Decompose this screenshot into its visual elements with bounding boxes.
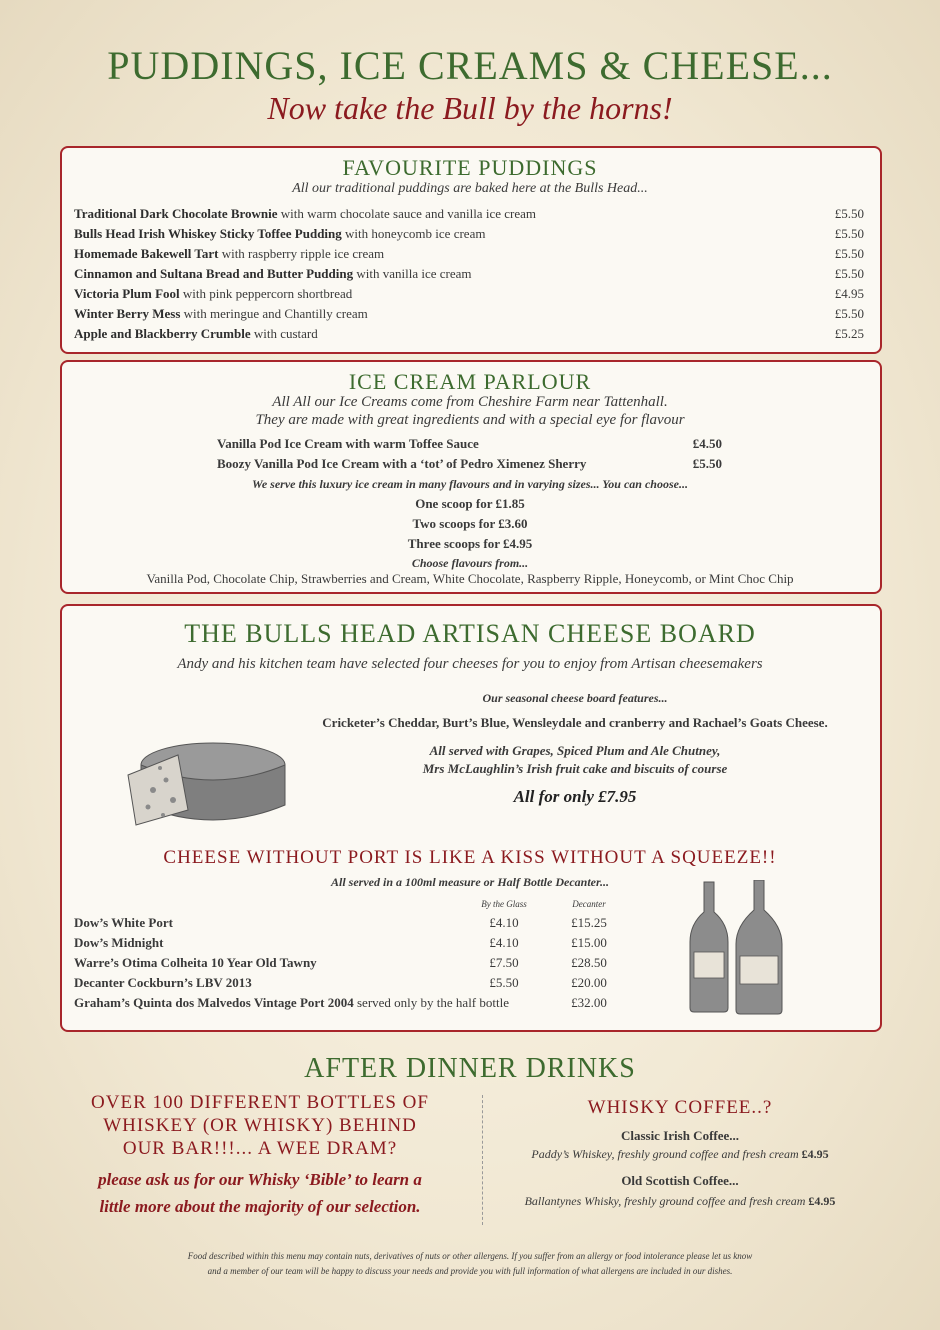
coffee-name: Old Scottish Coffee... [621,1173,739,1188]
coffee-price: £4.95 [801,1147,829,1161]
decanter-price: £15.00 [571,935,607,950]
port-heading: CHEESE WITHOUT PORT IS LIKE A KISS WITHOUT A SQUEEZE!! [163,847,777,868]
coffee-line [490,1192,870,1210]
allergen-notice-line-1: Food described within this menu may contain nuts, derivatives of nuts or other allergens. If you suffer from an allergy or food intolerance please let us know [187,1251,753,1261]
glass-price: £7.50 [489,955,519,970]
coffee-name: Classic Irish Coffee... [620,1128,740,1143]
whiskey-text-line-1: please ask us for our Whisky ‘Bible’ to learn a [98,1170,422,1189]
icecream-intro-1: All All our Ice Creams come from Cheshire Farm near Tattenhall. [272,394,668,410]
whiskey-text-line-2: little more about the majority of our selection. [99,1197,421,1216]
item-desc: with honeycomb ice cream [341,226,486,241]
decanter-price: £28.50 [571,955,607,970]
item-name: Boozy Vanilla Pod Ice Cream with a ‘tot’ of Pedro Ximenez Sherry [217,456,587,471]
coffee-line [490,1145,870,1163]
allergen-notice-line-2: and a member of our team will be happy to discuss your needs and provide you with full information of what allergens are included in our dishes. [207,1266,733,1276]
item-name: Dow’s White Port [74,915,173,930]
whiskey-heading-line-2: WHISKEY (OR WHISKY) BEHIND [103,1115,417,1136]
pudding-item [74,225,864,243]
item-note: served only by the half bottle [353,995,509,1010]
pudding-item [74,245,864,263]
item-price: £5.50 [834,306,864,321]
cheese-served-2: Mrs McLaughlin’s Irish fruit cake and biscuits of course [422,761,728,776]
glass-price: £5.50 [489,975,519,990]
item-desc: with pink peppercorn shortbread [179,286,353,301]
port-intro: All served in a 100ml measure or Half Bottle Decanter... [331,875,609,889]
coffee-heading: WHISKY COFFEE..? [587,1097,773,1118]
port-item [74,934,634,952]
cheese-served-1: All served with Grapes, Spiced Plum and Ale Chutney, [429,743,721,758]
col-decanter: Decanter [572,899,606,909]
port-bottles-illustration [688,880,788,1016]
puddings-heading: FAVOURITE PUDDINGS [342,155,598,180]
scoop-option: Three scoops for £4.95 [407,536,533,551]
cheese-wheel-illustration [118,735,288,835]
pudding-item [74,325,864,343]
item-name: Traditional Dark Chocolate Brownie [74,206,278,221]
item-price: £5.50 [692,456,722,471]
item-desc: with raspberry ripple ice cream [218,246,385,261]
icecream-serve-note: We serve this luxury ice cream in many flavours and in varying sizes... You can choose... [252,477,688,491]
glass-price: £4.10 [489,915,519,930]
item-desc: with warm chocolate sauce and vanilla ice cream [277,206,536,221]
cheese-intro: Andy and his kitchen team have selected four cheeses for you to enjoy from Artisan cheesemakers [177,656,763,672]
item-name: Warre’s Otima Colheita 10 Year Old Tawny [74,955,317,970]
coffee-desc: Paddy’s Whiskey, freshly ground coffee and fresh cream [531,1147,799,1161]
scoop-option: Two scoops for £3.60 [412,516,528,531]
item-name: Bulls Head Irish Whiskey Sticky Toffee Pudding [74,226,342,241]
decanter-price: £15.25 [571,915,607,930]
icecream-item [217,435,722,453]
page-subtitle: Now take the Bull by the horns! [267,90,673,126]
port-item [74,914,634,932]
whiskey-heading-line-3: OUR BAR!!!... A WEE DRAM? [122,1138,398,1159]
item-name: Homemade Bakewell Tart [74,246,219,261]
coffee-desc: Ballantynes Whisky, freshly ground coffee and fresh cream [524,1194,806,1208]
col-by-glass: By the Glass [481,899,527,909]
puddings-intro: All our traditional puddings are baked here at the Bulls Head... [292,181,648,196]
cheese-features-label: Our seasonal cheese board features... [482,691,668,705]
flavours-list: Vanilla Pod, Chocolate Chip, Strawberries and Cream, White Chocolate, Raspberry Ripple, Honeycomb, or Mint Choc Chip [146,571,794,586]
item-name: Decanter Cockburn’s LBV 2013 [74,975,252,990]
decanter-price: £32.00 [571,995,607,1010]
drinks-heading: AFTER DINNER DRINKS [304,1053,636,1084]
item-name: Graham’s Quinta dos Malvedos Vintage Port 2004 [74,995,354,1010]
icecream-heading: ICE CREAM PARLOUR [348,369,592,394]
cheese-features: Cricketer’s Cheddar, Burt’s Blue, Wensleydale and cranberry and Rachael’s Goats Cheese. [322,715,828,730]
item-price: £5.25 [834,326,864,341]
item-name: Victoria Plum Fool [74,286,180,301]
decanter-price: £20.00 [571,975,607,990]
pudding-item [74,305,864,323]
item-name: Apple and Blackberry Crumble [74,326,251,341]
coffee-price: £4.95 [808,1194,836,1208]
flavours-label: Choose flavours from... [411,556,529,570]
column-divider [482,1095,483,1225]
cheese-heading: THE BULLS HEAD ARTISAN CHEESE BOARD [184,619,756,648]
item-desc: with meringue and Chantilly cream [180,306,368,321]
item-price: £5.50 [834,226,864,241]
port-item [74,974,634,992]
port-item [74,954,634,972]
pudding-item [74,265,864,283]
glass-price: £4.10 [489,935,519,950]
scoop-option: One scoop for £1.85 [415,496,525,511]
icecream-item [217,455,722,473]
item-name: Winter Berry Mess [74,306,181,321]
cheese-price: All for only £7.95 [513,787,637,806]
pudding-item [74,285,864,303]
icecream-intro-2: They are made with great ingredients and with a special eye for flavour [255,412,685,428]
port-item [74,994,634,1012]
item-price: £4.95 [834,286,864,301]
item-price: £5.50 [834,206,864,221]
item-name: Cinnamon and Sultana Bread and Butter Pudding [74,266,354,281]
item-name: Dow’s Midnight [74,935,164,950]
port-column-headers [74,897,634,911]
item-price: £5.50 [834,246,864,261]
item-desc: with vanilla ice cream [353,266,472,281]
item-price: £5.50 [834,266,864,281]
item-price: £4.50 [692,436,722,451]
pudding-item [74,205,864,223]
item-name: Vanilla Pod Ice Cream with warm Toffee Sauce [217,436,479,451]
item-desc: with custard [250,326,318,341]
page-title: PUDDINGS, ICE CREAMS & CHEESE... [107,43,833,88]
whiskey-heading-line-1: OVER 100 DIFFERENT BOTTLES OF [91,1092,429,1113]
